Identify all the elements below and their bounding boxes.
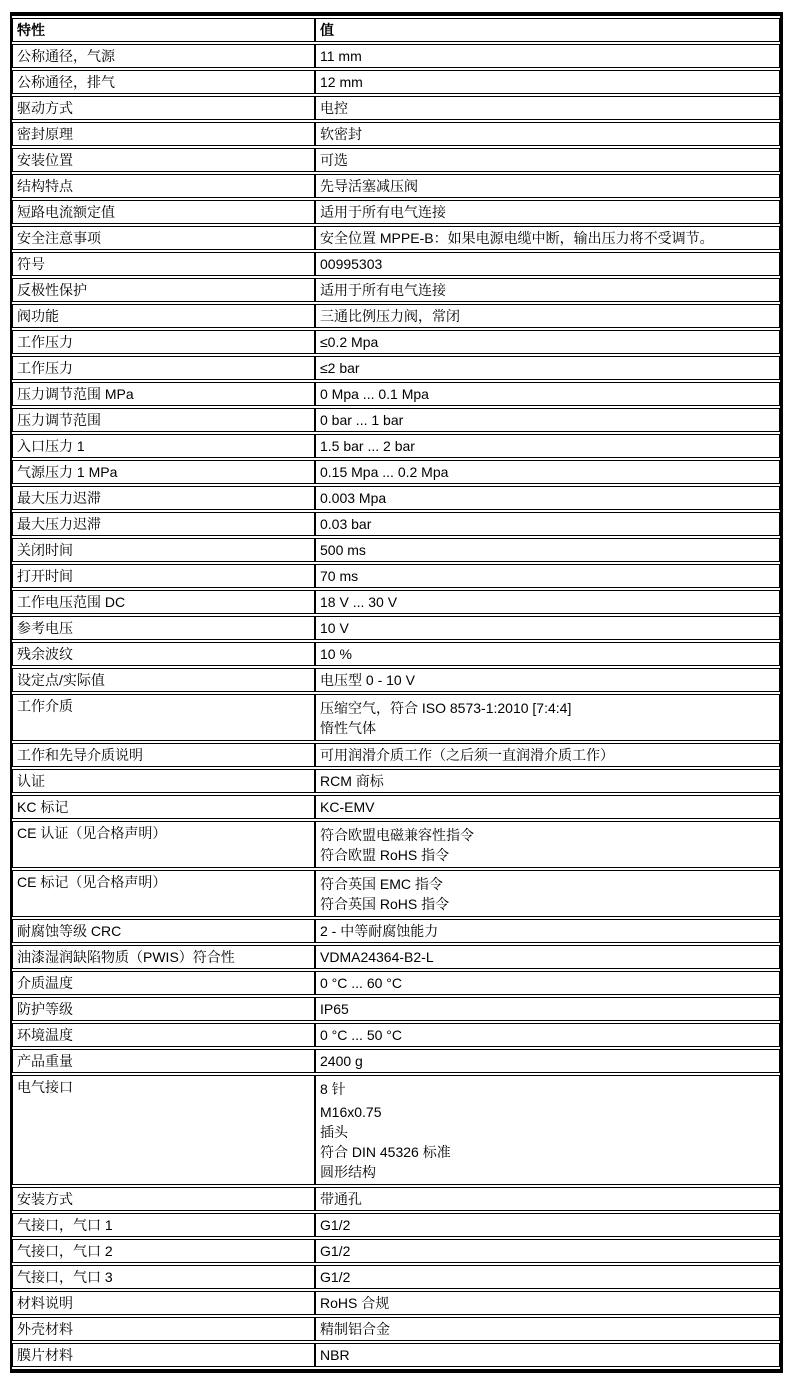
value-cell bbox=[315, 821, 780, 868]
table-row bbox=[12, 356, 780, 380]
property-cell: 工作压力 bbox=[12, 356, 315, 380]
value-cell: 精制铝合金 bbox=[315, 1317, 780, 1341]
property-cell: 安装方式 bbox=[12, 1187, 315, 1211]
value-cell: 0.15 Mpa ... 0.2 Mpa bbox=[315, 460, 780, 484]
table-row bbox=[12, 382, 780, 406]
value-line: 符合 DIN 45326 标准 bbox=[320, 1144, 451, 1160]
table-row bbox=[12, 1291, 780, 1315]
property-cell: 压力调节范围 bbox=[12, 408, 315, 432]
property-cell: 阀功能 bbox=[12, 304, 315, 328]
table-row bbox=[12, 1239, 780, 1263]
table-row bbox=[12, 512, 780, 536]
table-row bbox=[12, 226, 780, 250]
table-row bbox=[12, 1317, 780, 1341]
table-row bbox=[12, 122, 780, 146]
table-row bbox=[12, 1265, 780, 1289]
property-cell: 安全注意事项 bbox=[12, 226, 315, 250]
property-cell: 最大压力迟滞 bbox=[12, 486, 315, 510]
table-row bbox=[12, 870, 780, 917]
property-cell: CE 认证（见合格声明） bbox=[12, 821, 315, 868]
value-cell: 三通比例压力阀，常闭 bbox=[315, 304, 780, 328]
header-row bbox=[12, 18, 780, 42]
value-cell: 可选 bbox=[315, 148, 780, 172]
value-cell: 适用于所有电气连接 bbox=[315, 278, 780, 302]
property-cell: 气源压力 1 MPa bbox=[12, 460, 315, 484]
table-row bbox=[12, 486, 780, 510]
value-cell: 软密封 bbox=[315, 122, 780, 146]
value-line: 8 针 bbox=[320, 1081, 346, 1097]
property-cell: 结构特点 bbox=[12, 174, 315, 198]
table-row bbox=[12, 1213, 780, 1237]
value-line: 符合英国 EMC 指令 bbox=[320, 876, 443, 892]
value-cell: 70 ms bbox=[315, 564, 780, 588]
property-cell: 短路电流额定值 bbox=[12, 200, 315, 224]
property-cell: 膜片材料 bbox=[12, 1343, 315, 1367]
column-header-property: 特性 bbox=[12, 18, 315, 42]
value-cell: 2400 g bbox=[315, 1049, 780, 1073]
property-cell: 密封原理 bbox=[12, 122, 315, 146]
table-row bbox=[12, 460, 780, 484]
property-cell: 防护等级 bbox=[12, 997, 315, 1021]
property-cell: 入口压力 1 bbox=[12, 434, 315, 458]
property-cell: 产品重量 bbox=[12, 1049, 315, 1073]
table-row bbox=[12, 1075, 780, 1185]
property-cell: 介质温度 bbox=[12, 971, 315, 995]
value-cell: 500 ms bbox=[315, 538, 780, 562]
spec-table-frame bbox=[10, 12, 783, 1373]
table-row bbox=[12, 538, 780, 562]
value-line: 符合英国 RoHS 指令 bbox=[320, 896, 450, 912]
value-cell: 10 V bbox=[315, 616, 780, 640]
value-cell: 12 mm bbox=[315, 70, 780, 94]
value-line: 符合欧盟电磁兼容性指令 bbox=[320, 827, 474, 843]
table-row bbox=[12, 997, 780, 1021]
property-cell: KC 标记 bbox=[12, 795, 315, 819]
table-row bbox=[12, 743, 780, 767]
table-row bbox=[12, 174, 780, 198]
value-cell bbox=[315, 1075, 780, 1185]
property-cell: 参考电压 bbox=[12, 616, 315, 640]
value-cell bbox=[315, 694, 780, 741]
table-row bbox=[12, 148, 780, 172]
value-cell: 带通孔 bbox=[315, 1187, 780, 1211]
value-line: 符合欧盟 RoHS 指令 bbox=[320, 847, 450, 863]
property-cell: CE 标记（见合格声明） bbox=[12, 870, 315, 917]
value-cell: ≤0.2 Mpa bbox=[315, 330, 780, 354]
table-row bbox=[12, 769, 780, 793]
value-cell: 10 % bbox=[315, 642, 780, 666]
table-row bbox=[12, 1343, 780, 1367]
property-cell: 安装位置 bbox=[12, 148, 315, 172]
table-row bbox=[12, 945, 780, 969]
value-cell: 0 °C ... 60 °C bbox=[315, 971, 780, 995]
property-cell: 工作电压范围 DC bbox=[12, 590, 315, 614]
property-cell: 符号 bbox=[12, 252, 315, 276]
property-cell: 残余波纹 bbox=[12, 642, 315, 666]
value-cell: 0 °C ... 50 °C bbox=[315, 1023, 780, 1047]
column-header-value: 值 bbox=[315, 18, 780, 42]
property-cell: 气接口，气口 2 bbox=[12, 1239, 315, 1263]
property-cell: 公称通径，排气 bbox=[12, 70, 315, 94]
table-row bbox=[12, 616, 780, 640]
value-cell: 适用于所有电气连接 bbox=[315, 200, 780, 224]
property-cell: 认证 bbox=[12, 769, 315, 793]
table-row bbox=[12, 1023, 780, 1047]
property-cell: 气接口，气口 3 bbox=[12, 1265, 315, 1289]
property-cell: 工作介质 bbox=[12, 694, 315, 741]
value-cell: 0 bar ... 1 bar bbox=[315, 408, 780, 432]
table-row bbox=[12, 590, 780, 614]
table-row bbox=[12, 1049, 780, 1073]
property-cell: 材料说明 bbox=[12, 1291, 315, 1315]
table-row bbox=[12, 668, 780, 692]
value-cell: 先导活塞减压阀 bbox=[315, 174, 780, 198]
value-cell: 2 - 中等耐腐蚀能力 bbox=[315, 919, 780, 943]
value-cell: 可用润滑介质工作（之后须一直润滑介质工作） bbox=[315, 743, 780, 767]
property-cell: 环境温度 bbox=[12, 1023, 315, 1047]
value-cell: 安全位置 MPPE-B：如果电源电缆中断，输出压力将不受调节。 bbox=[315, 226, 780, 250]
value-line: 圆形结构 bbox=[320, 1164, 376, 1180]
table-row bbox=[12, 564, 780, 588]
value-cell: 00995303 bbox=[315, 252, 780, 276]
table-row bbox=[12, 200, 780, 224]
property-cell: 压力调节范围 MPa bbox=[12, 382, 315, 406]
value-cell: 0 Mpa ... 0.1 Mpa bbox=[315, 382, 780, 406]
table-row bbox=[12, 1187, 780, 1211]
value-cell: ≤2 bar bbox=[315, 356, 780, 380]
value-line: 惰性气体 bbox=[320, 720, 376, 736]
table-row bbox=[12, 821, 780, 868]
value-line: 插头 bbox=[320, 1124, 348, 1140]
value-cell: 1.5 bar ... 2 bar bbox=[315, 434, 780, 458]
property-cell: 最大压力迟滞 bbox=[12, 512, 315, 536]
property-cell: 驱动方式 bbox=[12, 96, 315, 120]
table-row bbox=[12, 795, 780, 819]
table-row bbox=[12, 252, 780, 276]
property-cell: 工作压力 bbox=[12, 330, 315, 354]
value-cell: 电压型 0 - 10 V bbox=[315, 668, 780, 692]
table-row bbox=[12, 96, 780, 120]
value-cell: RCM 商标 bbox=[315, 769, 780, 793]
value-cell: RoHS 合规 bbox=[315, 1291, 780, 1315]
value-cell: 0.003 Mpa bbox=[315, 486, 780, 510]
table-row bbox=[12, 434, 780, 458]
table-row bbox=[12, 304, 780, 328]
value-cell: 18 V ... 30 V bbox=[315, 590, 780, 614]
property-cell: 工作和先导介质说明 bbox=[12, 743, 315, 767]
value-cell: VDMA24364-B2-L bbox=[315, 945, 780, 969]
value-cell: NBR bbox=[315, 1343, 780, 1367]
value-cell bbox=[315, 870, 780, 917]
value-cell: G1/2 bbox=[315, 1239, 780, 1263]
property-cell: 外壳材料 bbox=[12, 1317, 315, 1341]
value-cell: 0.03 bar bbox=[315, 512, 780, 536]
value-cell: 电控 bbox=[315, 96, 780, 120]
property-cell: 油漆湿润缺陷物质（PWIS）符合性 bbox=[12, 945, 315, 969]
value-cell: IP65 bbox=[315, 997, 780, 1021]
property-cell: 电气接口 bbox=[12, 1075, 315, 1185]
table-row bbox=[12, 919, 780, 943]
property-cell: 耐腐蚀等级 CRC bbox=[12, 919, 315, 943]
value-cell: 11 mm bbox=[315, 44, 780, 68]
table-row bbox=[12, 330, 780, 354]
property-cell: 关闭时间 bbox=[12, 538, 315, 562]
value-cell: G1/2 bbox=[315, 1265, 780, 1289]
value-line: 压缩空气，符合 ISO 8573-1:2010 [7:4:4] bbox=[320, 700, 572, 716]
value-line: M16x0.75 bbox=[320, 1104, 382, 1120]
spec-table bbox=[12, 16, 780, 1369]
property-cell: 打开时间 bbox=[12, 564, 315, 588]
value-cell: KC-EMV bbox=[315, 795, 780, 819]
spec-table-body bbox=[12, 44, 780, 1367]
table-row bbox=[12, 408, 780, 432]
property-cell: 设定点/实际值 bbox=[12, 668, 315, 692]
property-cell: 反极性保护 bbox=[12, 278, 315, 302]
table-row bbox=[12, 642, 780, 666]
table-row bbox=[12, 694, 780, 741]
table-row bbox=[12, 44, 780, 68]
table-row bbox=[12, 278, 780, 302]
property-cell: 气接口，气口 1 bbox=[12, 1213, 315, 1237]
table-row bbox=[12, 971, 780, 995]
table-row bbox=[12, 70, 780, 94]
property-cell: 公称通径，气源 bbox=[12, 44, 315, 68]
value-cell: G1/2 bbox=[315, 1213, 780, 1237]
